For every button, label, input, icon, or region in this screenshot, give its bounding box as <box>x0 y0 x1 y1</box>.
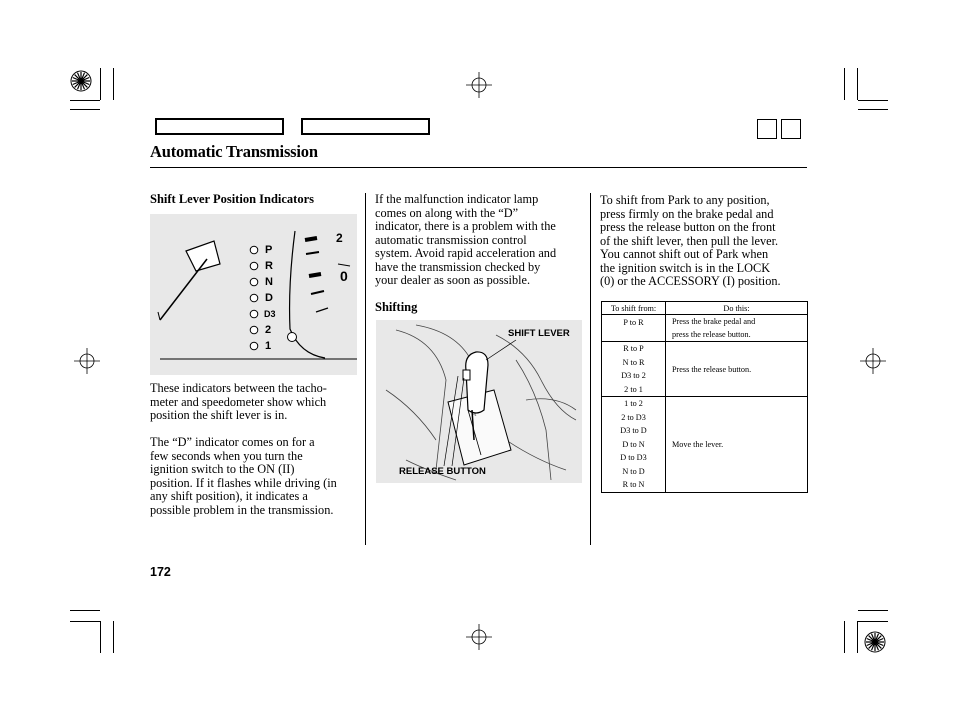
gauge-illustration <box>150 214 357 375</box>
d-indicator-description: The “D” indicator comes on for a few seconds when you turn the ignition switch to the ON (II) position. If it flashes while driving (in any shift position), it indicates a possible problem in the transmission. <box>150 435 337 517</box>
column-divider-1 <box>365 193 366 545</box>
table-cell-from: 1 to 2 2 to D3 D3 to D D to N D to D3 N to D R to N <box>602 397 666 493</box>
table-cell-action: Press the brake pedal and press the release button. <box>666 315 808 342</box>
indicators-heading: Shift Lever Position Indicators <box>150 192 315 206</box>
indicator-label-p: P <box>265 244 273 256</box>
svg-text:0: 0 <box>340 268 348 284</box>
indicator-label-r: R <box>265 260 273 272</box>
registration-mark-bottom <box>466 624 492 650</box>
sunburst-mark-bottom-right <box>864 631 886 653</box>
release-button-label: RELEASE BUTTON <box>399 466 486 477</box>
registration-mark-right <box>860 348 886 374</box>
table-row <box>602 397 808 493</box>
shift-lever-illustration <box>376 320 582 483</box>
table-cell-from: P to R <box>602 315 666 342</box>
shifting-heading: Shifting <box>375 300 418 314</box>
table-cell-from: R to P N to R D3 to 2 2 to 1 <box>602 342 666 397</box>
indicator-figure <box>150 214 357 375</box>
registration-mark-left <box>74 348 100 374</box>
malfunction-lamp-text: If the malfunction indicator lamp comes on along with the “D” indicator, there is a problem with the automatic transmission control system. Avoid rapid acceleration and have the transmission checked by your dealer as soon as possible. <box>375 192 557 287</box>
next-page-button[interactable] <box>781 119 801 139</box>
shift-lever-label: SHIFT LEVER <box>508 328 570 339</box>
indicator-label-d3: D3 <box>264 309 276 319</box>
table-row <box>602 342 808 397</box>
title-rule <box>150 167 807 168</box>
shift-table <box>601 301 808 493</box>
table-header-from: To shift from: <box>602 302 666 315</box>
indicator-label-2: 2 <box>265 324 272 336</box>
indicator-label-d: D <box>265 292 273 304</box>
prev-page-button[interactable] <box>757 119 777 139</box>
shift-from-park-text: To shift from Park to any position, press firmly on the brake pedal and press the release button on the front of the shift lever, then pull the lever. You cannot shift out of Park when the ignition switch is in the LOCK (0) or the ACCESSORY (I) position. <box>600 193 781 288</box>
table-row <box>602 315 808 342</box>
page-number: 172 <box>150 565 171 579</box>
page-title: Automatic Transmission <box>150 142 318 161</box>
indicator-label-n: N <box>265 276 273 288</box>
registration-mark-top <box>466 72 492 98</box>
column-divider-2 <box>590 193 591 545</box>
table-header-action: Do this: <box>666 302 808 315</box>
nav-tab-table-of-contents[interactable] <box>301 118 430 135</box>
nav-tab-main-menu[interactable] <box>155 118 284 135</box>
table-cell-action: Press the release button. <box>666 342 808 397</box>
table-cell-action: Move the lever. <box>666 397 808 493</box>
svg-text:2: 2 <box>336 231 343 245</box>
table-header-row <box>602 302 808 315</box>
sunburst-mark-top-left <box>70 70 92 92</box>
indicators-description: These indicators between the tacho- meter and speedometer show which position the shift lever is in. <box>150 381 327 422</box>
shift-lever-figure <box>376 320 582 483</box>
indicator-label-1: 1 <box>265 340 272 352</box>
